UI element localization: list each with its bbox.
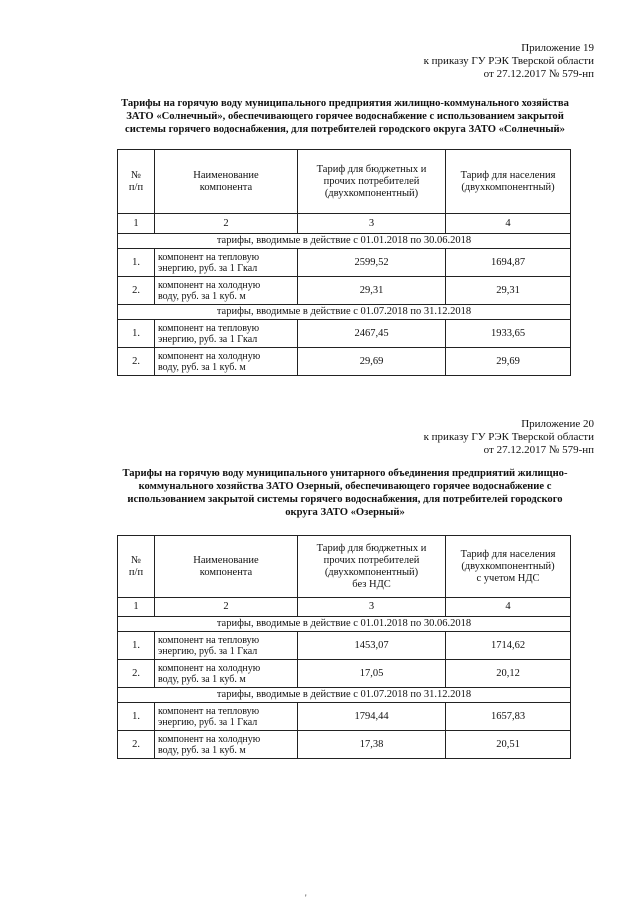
- title-line: использованием закрытой системы горячего водоснабжения, для потребителей городского: [127, 494, 563, 505]
- table-row: [118, 731, 571, 759]
- tariff-table-20: [117, 535, 571, 759]
- component-name: [155, 703, 298, 731]
- budget-tariff: 29,31: [298, 277, 446, 305]
- row-number: 2.: [118, 731, 155, 759]
- column-number: 2: [155, 598, 298, 617]
- budget-tariff: 2467,45: [298, 320, 446, 348]
- period-label: тарифы, вводимые в действие с 01.07.2018 по 31.12.2018: [118, 305, 571, 320]
- column-number: 1: [118, 214, 155, 234]
- appendix-block-19: [424, 42, 594, 81]
- header-name: [155, 536, 298, 598]
- header-line: п/п: [128, 566, 144, 578]
- period-row: [118, 617, 571, 632]
- period-label: тарифы, вводимые в действие с 01.01.2018 по 30.06.2018: [118, 617, 571, 632]
- component-line: компонент на тепловую: [158, 634, 260, 646]
- header-line: Тариф для бюджетных и: [316, 163, 427, 175]
- budget-tariff: 1794,44: [298, 703, 446, 731]
- table-header-row: [118, 536, 571, 598]
- component-line: энергию, руб. за 1 Гкал: [158, 333, 258, 345]
- population-tariff: 20,51: [446, 731, 571, 759]
- column-number-row: [118, 598, 571, 617]
- row-number: 1.: [118, 320, 155, 348]
- row-number: 2.: [118, 277, 155, 305]
- header-line: компонента: [199, 566, 253, 578]
- row-number: 1.: [118, 703, 155, 731]
- title-line: коммунального хозяйства ЗАТО Озерный, обеспечивающего горячее водоснабжение с: [138, 481, 552, 492]
- table-row: [118, 277, 571, 305]
- table-row: [118, 348, 571, 376]
- header-line: прочих потребителей: [323, 554, 420, 566]
- component-name: [155, 249, 298, 277]
- header-budget: [298, 150, 446, 214]
- appendix-number: Приложение 20: [521, 418, 594, 430]
- component-name: [155, 731, 298, 759]
- column-number: 1: [118, 598, 155, 617]
- header-line: без НДС: [352, 578, 391, 590]
- header-num: [118, 150, 155, 214]
- table-row: [118, 249, 571, 277]
- table-header-row: [118, 150, 571, 214]
- period-row: [118, 234, 571, 249]
- page-mark: ': [305, 893, 307, 903]
- period-row: [118, 305, 571, 320]
- header-line: Тариф для бюджетных и: [316, 542, 427, 554]
- budget-tariff: 17,05: [298, 660, 446, 688]
- table-row: [118, 632, 571, 660]
- component-line: воду, руб. за 1 куб. м: [158, 673, 246, 685]
- title-line: системы горячего водоснабжения, для потребителей городского округа ЗАТО «Солнечный»: [125, 124, 565, 135]
- table-row: [118, 320, 571, 348]
- period-label: тарифы, вводимые в действие с 01.07.2018 по 31.12.2018: [118, 688, 571, 703]
- period-row: [118, 688, 571, 703]
- population-tariff: 29,69: [446, 348, 571, 376]
- column-number: 2: [155, 214, 298, 234]
- appendix-number: Приложение 19: [521, 42, 594, 54]
- tariff-title-19: [95, 97, 595, 136]
- header-line: Наименование: [193, 169, 259, 181]
- row-number: 1.: [118, 249, 155, 277]
- header-line: (двухкомпонентный): [461, 560, 555, 572]
- table-row: [118, 660, 571, 688]
- population-tariff: 1657,83: [446, 703, 571, 731]
- budget-tariff: 17,38: [298, 731, 446, 759]
- header-budget: [298, 536, 446, 598]
- population-tariff: 1933,65: [446, 320, 571, 348]
- header-line: Тариф для населения: [460, 548, 556, 560]
- budget-tariff: 29,69: [298, 348, 446, 376]
- component-line: компонент на холодную: [158, 279, 261, 291]
- header-population: [446, 150, 571, 214]
- population-tariff: 29,31: [446, 277, 571, 305]
- appendix-date: от 27.12.2017 № 579-нп: [483, 444, 594, 456]
- header-line: прочих потребителей: [323, 175, 420, 187]
- population-tariff: 20,12: [446, 660, 571, 688]
- component-line: воду, руб. за 1 куб. м: [158, 744, 246, 756]
- header-name: [155, 150, 298, 214]
- appendix-order: к приказу ГУ РЭК Тверской области: [423, 55, 594, 67]
- column-number: 4: [446, 598, 571, 617]
- component-line: энергию, руб. за 1 Гкал: [158, 645, 258, 657]
- component-line: компонент на холодную: [158, 733, 261, 745]
- component-line: компонент на тепловую: [158, 705, 260, 717]
- component-line: воду, руб. за 1 куб. м: [158, 361, 246, 373]
- component-name: [155, 348, 298, 376]
- row-number: 1.: [118, 632, 155, 660]
- component-name: [155, 660, 298, 688]
- header-line: с учетом НДС: [476, 572, 540, 584]
- header-num: [118, 536, 155, 598]
- title-line: Тарифы на горячую воду муниципального унитарного объединения предприятий жилищно-: [122, 468, 568, 479]
- appendix-date: от 27.12.2017 № 579-нп: [483, 68, 594, 80]
- tariff-table-19: [117, 149, 571, 376]
- table-row: [118, 703, 571, 731]
- component-line: компонент на тепловую: [158, 322, 260, 334]
- header-line: (двухкомпонентный): [324, 566, 419, 578]
- header-line: компонента: [199, 181, 253, 193]
- header-population: [446, 536, 571, 598]
- column-number: 4: [446, 214, 571, 234]
- header-line: (двухкомпонентный): [324, 187, 419, 199]
- column-number: 3: [298, 598, 446, 617]
- appendix-block-20: [424, 418, 594, 457]
- header-line: Тариф для населения: [460, 169, 556, 181]
- component-line: энергию, руб. за 1 Гкал: [158, 716, 258, 728]
- column-number-row: [118, 214, 571, 234]
- appendix-order: к приказу ГУ РЭК Тверской области: [423, 431, 594, 443]
- budget-tariff: 1453,07: [298, 632, 446, 660]
- row-number: 2.: [118, 348, 155, 376]
- population-tariff: 1714,62: [446, 632, 571, 660]
- component-line: компонент на холодную: [158, 350, 261, 362]
- component-line: воду, руб. за 1 куб. м: [158, 290, 246, 302]
- population-tariff: 1694,87: [446, 249, 571, 277]
- component-name: [155, 632, 298, 660]
- budget-tariff: 2599,52: [298, 249, 446, 277]
- title-line: Тарифы на горячую воду муниципального предприятия жилищно-коммунального хозяйства: [121, 98, 569, 109]
- title-line: ЗАТО «Солнечный», обеспечивающего горячее водоснабжение с использованием закрытой: [126, 111, 564, 122]
- period-label: тарифы, вводимые в действие с 01.01.2018 по 30.06.2018: [118, 234, 571, 249]
- component-line: компонент на тепловую: [158, 251, 260, 263]
- header-line: №: [130, 554, 142, 566]
- header-line: п/п: [128, 181, 144, 193]
- component-line: компонент на холодную: [158, 662, 261, 674]
- component-name: [155, 277, 298, 305]
- title-line: округа ЗАТО «Озерный»: [285, 507, 405, 518]
- header-line: Наименование: [193, 554, 259, 566]
- header-line: №: [130, 169, 142, 181]
- column-number: 3: [298, 214, 446, 234]
- component-line: энергию, руб. за 1 Гкал: [158, 262, 258, 274]
- component-name: [155, 320, 298, 348]
- header-line: (двухкомпонентный): [461, 181, 555, 193]
- tariff-title-20: [95, 467, 595, 519]
- row-number: 2.: [118, 660, 155, 688]
